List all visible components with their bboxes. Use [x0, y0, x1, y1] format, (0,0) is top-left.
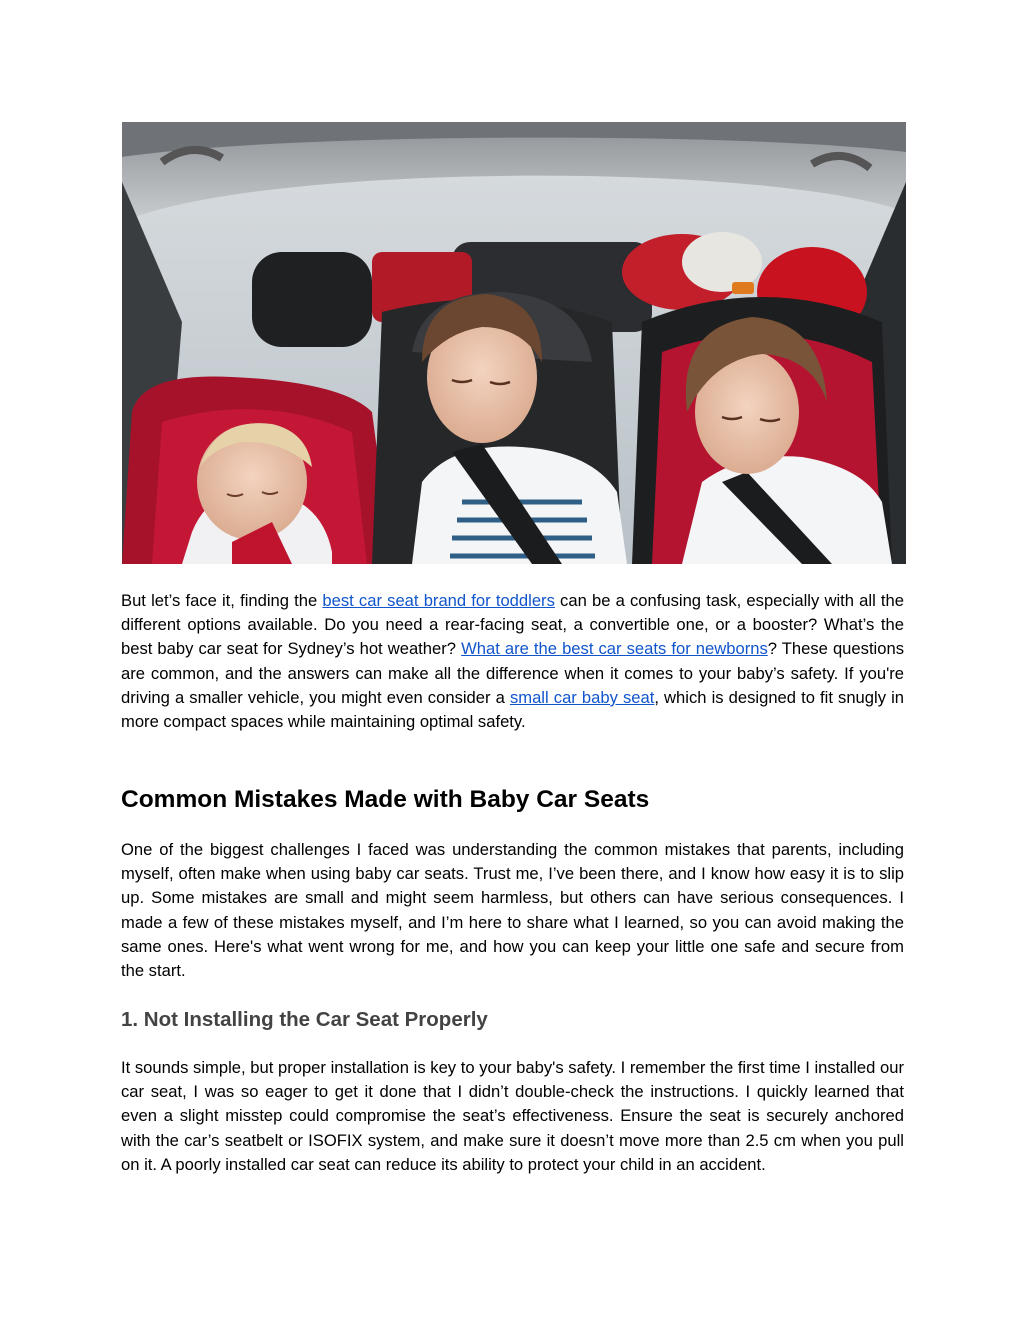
subsection-body: It sounds simple, but proper installation is key to your baby's safety. I remember the first time I installed our car seat, I was so eager to get it done that I didn’t double-check the instructions. I quickly learned that even a slight misstep could compromise the seat’s effectiveness. Ensure the seat is securely anchored with the car’s seatbelt or ISOFIX system, and make sure it doesn’t move more than 2.5 cm when you pull on it. A poorly installed car seat can reduce its ability to protect your child in an accident. — [121, 1058, 904, 1174]
hero-photo — [122, 122, 906, 564]
intro-text-3: ? These questions are common, and the answers can make all the difference when it comes to your baby’s safety. If you're driving a smaller vehicle, you might even consider a — [121, 639, 904, 707]
intro-paragraph — [121, 589, 904, 734]
subsection-heading: 1. Not Installing the Car Seat Properly — [121, 1008, 488, 1031]
intro-text-4: , which is designed to fit snugly in more compact spaces while maintaining optimal safety. — [121, 687, 905, 732]
link-small-car-baby-seat[interactable]: small car baby seat — [509, 687, 655, 707]
subsection-paragraph — [121, 1056, 904, 1177]
intro-text-2: can be a confusing task, especially with all the different options available. Do you need a rear-facing seat, a convertible one, or a booster? What’s the best baby car seat for Sydney’s hot weather? — [121, 591, 904, 659]
intro-text-1: But let’s face it, finding the — [121, 591, 323, 610]
section-heading: Common Mistakes Made with Baby Car Seats — [121, 786, 650, 813]
section-body: One of the biggest challenges I faced was understanding the common mistakes that parents, including myself, often make when using baby car seats. Trust me, I’ve been there, and I know how easy it is to slip up. Some mistakes are small and might seem harmless, but others can have serious consequences. I made a few of these mistakes myself, and I’m here to share what I learned, so you can avoid making the same ones. Here's what went wrong for me, and how you can keep your little one safe and secure from the start. — [121, 840, 904, 981]
link-best-car-seats-newborns[interactable]: What are the best car seats for newborns — [461, 639, 768, 659]
link-best-car-seat-brand-toddlers[interactable]: best car seat brand for toddlers — [322, 591, 555, 610]
section-paragraph — [121, 838, 904, 983]
